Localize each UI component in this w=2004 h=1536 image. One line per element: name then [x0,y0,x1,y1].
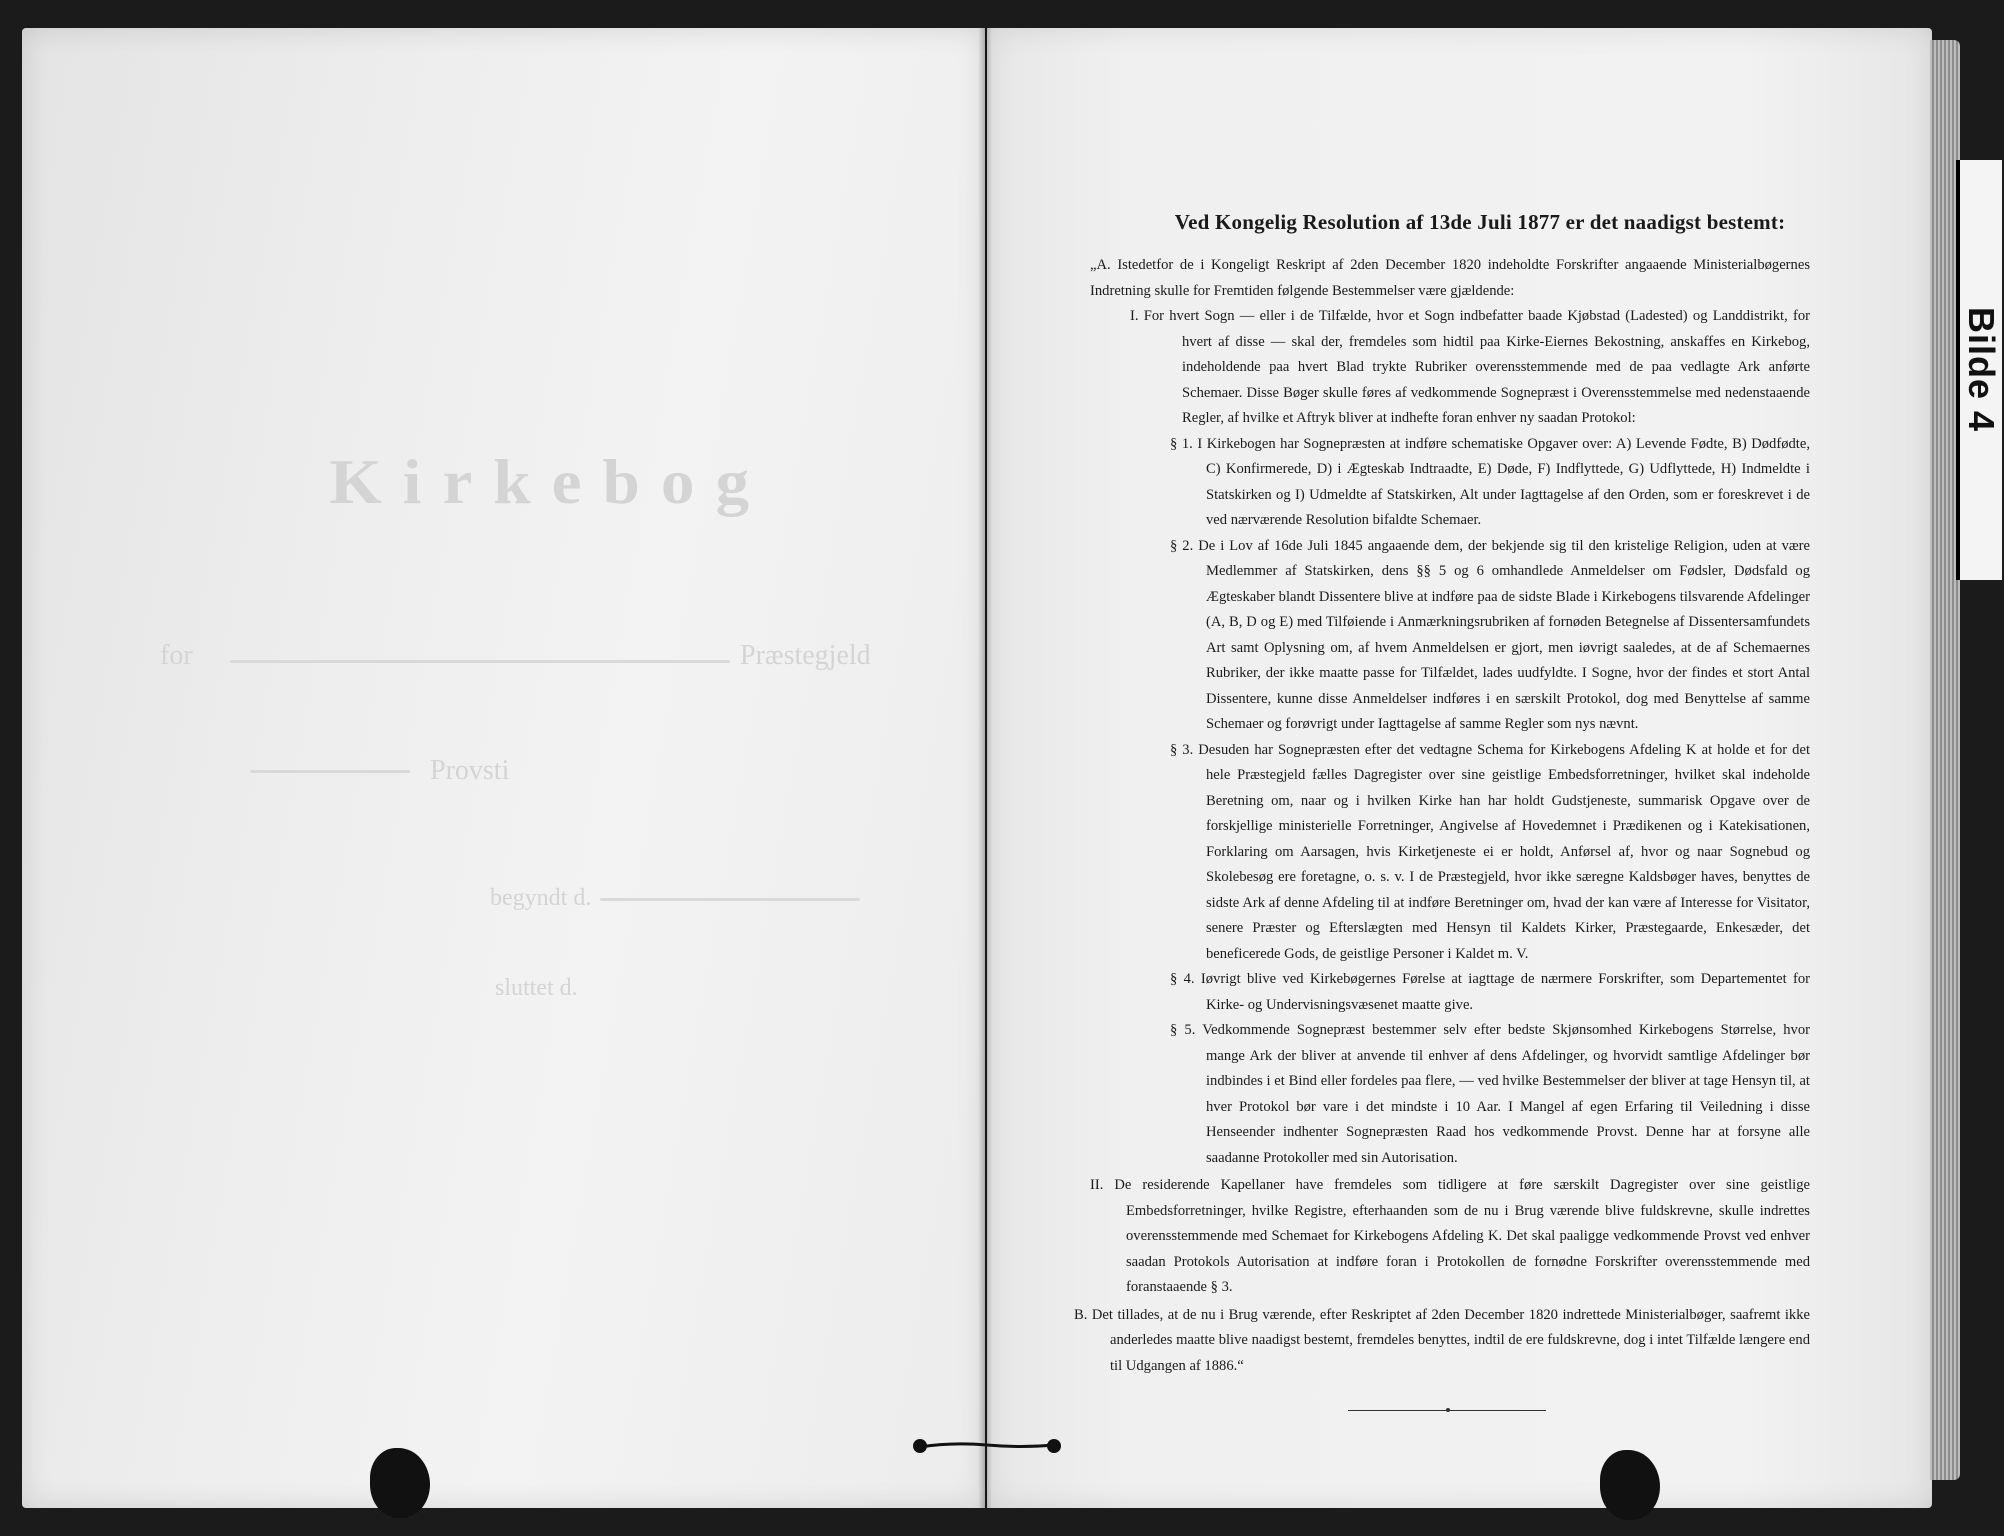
left-page-sluttet-label: sluttet d. [495,975,578,1001]
left-page-begyndt-label: begyndt d. [490,885,592,911]
left-page-provsti-label: Provsti [430,755,510,786]
handwritten-parish-name [230,660,730,663]
paragraph-ii: II. De residerende Kapellaner have fremdeles som tidligere at føre særskilt Dagregister over sine geistlige Embedsforretninger, hvilke Registre, efterhaanden som de nu i Brug værende blive fuldskrevne, skulle indrettes overensstemmende med Schemaet for Kirkebogens Afdeling K. Det skal paaligge vedkommende Provst ved enhver saadan Protokols Autorisation at indføre foran i Protokollen de fornødne Forskrifter overensstemmende med foranstaaende § 3. [1090,1177,1810,1295]
handwritten-provsti-name [250,770,410,773]
left-page-title: Kirkebog [329,446,771,517]
left-page-for-label: for [160,640,193,671]
section-4: § 4. Iøvrigt blive ved Kirkebøgernes Førelse at iagttage de nærmere Forskrifter, som Departementet for Kirke- og Undervisningsvæsenet maatte give. [1170,971,1810,1013]
section-2: § 2. De i Lov af 16de Juli 1845 angaaende dem, der bekjende sig til den kristelige Religion, uden at være Medlemmer af Statskirken, dens §§ 5 og 6 omhandlede Anmeldelser om Fødsler, Dødsfald og Ægteskaber blandt Dissentere blive at indføre paa de sidste Blade i Kirkebogens tilsvarende Afdelinger (A, B, D og E) med Tilføiende i Anmærkningsrubriken af fornøden Betegnelse af Dissentersamfundets Art samt Oplysning om, af hvem Anmeldelsen er gjort, men iøvrigt saaledes, at de af Schemaernes Rubriker, der ikke maatte passe for Tilfældet, lades uudfyldte. I Sogne, hvor der findes et stort Antal Dissentere, kunne disse Anmeldelser indføres i en særskilt Protokol, dog med Benyttelse af samme Schemaer og forøvrigt under Iagttagelse af samme Regler som nys nævnt. [1170,537,1810,732]
handwritten-begyndt-date [600,898,860,901]
paragraph-a: „A. Istedetfor de i Kongeligt Reskript af 2den December 1820 indeholdte Forskrifter angaaende Ministerialbøgernes Indretning skulle for Fremtiden følgende Bestemmelser være gjældende: [1090,257,1810,299]
binding-string [912,1438,1062,1454]
resolution-text [1074,210,1810,1379]
archive-tab-label: Bilde 4 [1956,160,2002,580]
section-5: § 5. Vedkommende Sognepræst bestemmer selv efter bedste Skjønsomhed Kirkebogens Størrelse, hvor mange Ark der bliver at anvende til enhver af dens Afdelinger, og hvorvidt samtlige Afdelinger bør indbindes i et Bind eller fordeles paa flere, — ved hvilke Bestemmelser der bliver at tage Hensyn til, at hver Protokol bør vare i det mindste i 10 Aar. I Mangel af egen Erfaring til Veiledning i disse Henseender indhenter Sognepræsten Raad hos vedkommende Provst. Denne har at forsyne alle saadanne Protokoller med sin Autorisation. [1170,1022,1810,1166]
section-1: § 1. I Kirkebogen har Sognepræsten at indføre schematiske Opgaver over: A) Levende Fødte, B) Dødfødte, C) Konfirmerede, D) i Ægteskab Indtraadte, E) Døde, F) Indflyttede, G) Udflyttede, H) Indmeldte i Statskirken og I) Udmeldte af Statskirken, Alt under Iagttagelse af den Orden, som er foreskrevet i de ved nærværende Resolution bifaldte Schemaer. [1170,435,1810,528]
section-3: § 3. Desuden har Sognepræsten efter det vedtagne Schema for Kirkebogens Afdeling K at holde et for det hele Præstegjeld fælles Dagregister over sine geistlige Embedsforretninger, hvilket skal indeholde Beretning om, naar og i hvilken Kirke han har holdt Gudstjeneste, summarisk Opgave over de forskjellige ministerielle Forretninger, Angivelse af Hovedemnet i Prædikenen og i Katekisationen, Forklaring om Aarsagen, hvis Kirketjeneste ei er holdt, Anførsel af, hvor og naar Sognebud og Skolebesøg ere foretagne, o. s. v. I de Præstegjeld, hvor ikke særegne Kaldsbøger haves, benyttes de sidste Ark af denne Afdeling til at indføre Beretninger om, hvad der kan være af Interesse for Visitator, senere Præster og Efterslægten med Hensyn til Kaldets Kirker, Præstegaarde, Enkesæder, det beneficerede Gods, de geistlige Personer i Kaldet m. V. [1170,741,1810,962]
paragraph-i: I. For hvert Sogn — eller i de Tilfælde, hvor et Sogn indbefatter baade Kjøbstad (Ladested) og Landdistrikt, for hvert af disse — skal der, fremdeles som hidtil paa Kirke-Eiernes Bekostning, anskaffes en Kirkebog, indeholdende paa hvert Blad trykte Rubriker overensstemmende med de paa vedlagte Ark anførte Schemaer. Disse Bøger skulle føres af vedkommende Sognepræst i Overensstemmelse med nedenstaaende Regler, af hvilke et Aftryk bliver at indhefte foran enhver ny saadan Protokol: [1130,308,1810,426]
paragraph-b: B. Det tillades, at de nu i Brug værende, efter Reskriptet af 2den December 1820 indrettede Ministerialbøger, saafremt ikke anderledes maatte blive naadigst bestemt, fremdeles benyttes, indtil de ere fuldskrevne, dog i intet Tilfælde længere end til Udgangen af 1886.“ [1074,1306,1810,1374]
resolution-heading: Ved Kongelig Resolution af 13de Juli 1877 er det naadigst bestemt: [1174,210,1786,234]
book-gutter [978,28,992,1508]
binding-hole-left [370,1448,430,1518]
binding-hole-right [1600,1450,1660,1520]
left-page-prestegjeld-label: Præstegjeld [740,640,871,671]
closing-rule-dot [1446,1408,1450,1412]
